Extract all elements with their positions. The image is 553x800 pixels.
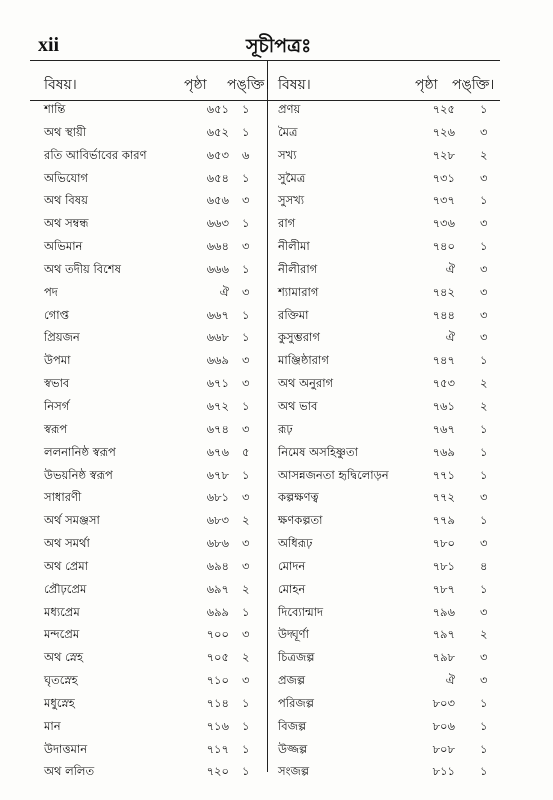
entry-subject: দিব্যোন্মাদ (278, 604, 324, 619)
entry-subject: অথ ভাব (278, 398, 318, 413)
entry-page: ৭০০ (206, 627, 229, 642)
entry-page: ঐ (445, 673, 455, 688)
entry-page: ৭৭২ (432, 490, 455, 505)
index-entry (38, 393, 263, 416)
index-entry (38, 96, 263, 119)
entry-line: ১ (242, 467, 250, 482)
index-entry (278, 576, 498, 599)
entry-page: ৭১৪ (206, 695, 229, 710)
index-entry (278, 302, 498, 325)
column-divider (267, 60, 268, 772)
entry-line: ১ (480, 581, 488, 596)
index-entry (38, 758, 263, 781)
entry-line: ৩ (242, 193, 250, 208)
entry-page: ৭৬৭ (432, 421, 455, 436)
entry-subject: অথ অনুরাগ (278, 376, 334, 391)
entry-page: ৭১৭ (206, 741, 229, 756)
index-entry (278, 324, 498, 347)
index-entry (278, 713, 498, 736)
entry-line: ১ (480, 764, 488, 779)
entry-page: ৬৫৩ (206, 147, 229, 162)
entry-subject: স্বরূপ (44, 421, 68, 436)
entry-page: ৬৭৬ (206, 444, 229, 459)
entry-page: ৮১১ (432, 764, 455, 779)
entry-line: ৩ (480, 330, 488, 345)
entry-subject: রক্তিমা (278, 307, 309, 322)
entry-subject: নিমেষ অসহিষ্ণুতা (278, 444, 358, 459)
entry-subject: অথ প্রেমা (44, 558, 89, 573)
entry-subject: অভিযোগ (44, 170, 88, 185)
entry-page: ৭৮৭ (432, 581, 455, 596)
entry-subject: স্বভাব (44, 376, 70, 391)
entry-page: ৮০৮ (432, 741, 455, 756)
entry-line: ৬ (242, 147, 250, 162)
entry-line: ৩ (480, 284, 488, 299)
entry-line: ১ (242, 741, 250, 756)
entry-page: ৭৩৬ (432, 216, 455, 231)
entry-line: ৩ (242, 353, 250, 368)
entry-subject: কুসুম্ভরাগ (278, 330, 320, 345)
entry-page: ৬৬৯ (206, 353, 229, 368)
index-entry (38, 347, 263, 370)
entry-page: ৭২৮ (432, 147, 455, 162)
index-entry (278, 644, 498, 667)
entry-line: ৩ (480, 604, 488, 619)
entry-page: ৬৭৮ (206, 467, 229, 482)
entry-subject: প্রৌঢ়প্রেম (44, 581, 87, 596)
entry-line: ৩ (480, 216, 488, 231)
entry-subject: নীলীরাগ (278, 261, 318, 276)
entry-subject: কল্পক্ষণত্ব (278, 490, 319, 505)
index-entry (278, 279, 498, 302)
entry-subject: উভয়নিষ্ঠ স্বরূপ (44, 467, 113, 482)
entry-subject: সংজল্প (278, 764, 310, 779)
entry-page: ৭৩১ (432, 170, 455, 185)
index-entry (278, 599, 498, 622)
entry-page: ৭০৫ (206, 650, 229, 665)
entry-page: ৭৪৪ (432, 307, 455, 322)
index-entry (38, 507, 263, 530)
index-entry (38, 210, 263, 233)
entry-subject: শান্তি (44, 102, 66, 116)
index-entry (278, 165, 498, 188)
entry-line: ৩ (480, 536, 488, 551)
entry-subject: অথ সমর্থা (44, 536, 90, 551)
entry-page: ৭৪৭ (432, 353, 455, 368)
index-entry (38, 667, 263, 690)
entry-line: ৪ (480, 558, 488, 573)
entry-line: ১ (480, 353, 488, 368)
entry-subject: অথ ললিত (44, 764, 95, 779)
entry-subject: ক্ষণকল্পতা (278, 513, 323, 528)
entry-line: ২ (480, 398, 488, 413)
entry-subject: অথ স্থায়ী (44, 124, 87, 139)
index-entry (278, 553, 498, 576)
index-entry (278, 233, 498, 256)
index-column-left (38, 64, 270, 781)
index-entry (278, 416, 498, 439)
entry-subject: মান (44, 718, 61, 733)
entry-line: ১ (242, 170, 250, 185)
entry-line: ২ (480, 627, 488, 642)
entry-subject: সুমৈত্র (278, 170, 306, 185)
entry-subject: মোদন (278, 558, 306, 573)
entry-subject: মন্দপ্রেম (44, 627, 80, 642)
index-entry (38, 187, 263, 210)
column-header (38, 64, 270, 96)
header-rule (30, 60, 500, 61)
page-number: xii (38, 34, 60, 56)
entry-line: ১ (242, 216, 250, 231)
index-entry (278, 393, 498, 416)
entry-subject: বিজল্প (278, 718, 307, 733)
entry-page: ৭৩৭ (432, 193, 455, 208)
index-entry (278, 667, 498, 690)
entry-subject: রূঢ় (278, 421, 293, 436)
entry-subject: সাধারণী (44, 490, 82, 505)
entry-subject: উদ্ঘূর্ণা (278, 627, 309, 642)
entry-line: ২ (242, 513, 250, 528)
entry-subject: চিত্রজল্প (278, 650, 315, 665)
entry-page: ৬৭৪ (206, 421, 229, 436)
entry-page: ৬৫১ (206, 102, 229, 116)
entry-page: ৭৯৭ (432, 627, 455, 642)
index-entry (278, 758, 498, 781)
entry-page: ৬৬৪ (206, 239, 229, 254)
header-subject: বিষয়। (44, 77, 77, 93)
entry-line: ২ (480, 147, 488, 162)
entry-page: ৬৫৬ (206, 193, 229, 208)
entry-page: ৭৯৬ (432, 604, 455, 619)
entry-line: ৩ (242, 376, 250, 391)
index-entry (38, 439, 263, 462)
entry-page: ৭২৫ (432, 102, 455, 116)
entry-subject: উজ্জল্প (278, 741, 308, 756)
index-entry (278, 530, 498, 553)
entry-line: ৩ (480, 261, 488, 276)
entry-subject: অথ সম্বন্ধ (44, 216, 89, 231)
entry-page: ৬৯৯ (206, 604, 229, 619)
entry-page: ৬৯৪ (206, 558, 229, 573)
entry-page: ৬৮৩ (206, 513, 229, 528)
entry-page: ৭১৬ (206, 718, 229, 733)
index-entry (278, 256, 498, 279)
entry-line: ১ (242, 764, 250, 779)
entry-page: ৭৮০ (432, 536, 455, 551)
entry-page: ৬৮৬ (206, 536, 229, 551)
entry-line: ১ (242, 102, 250, 116)
entry-line: ১ (480, 239, 488, 254)
entry-line: ১ (480, 513, 488, 528)
index-entry (38, 370, 263, 393)
entry-line: ২ (242, 581, 250, 596)
entry-page: ঐ (219, 284, 229, 299)
index-entry (38, 713, 263, 736)
entry-page: ৬৮১ (206, 490, 229, 505)
index-entry (278, 507, 498, 530)
index-entry (38, 142, 263, 165)
index-entry (278, 370, 498, 393)
index-entry (278, 119, 498, 142)
index-entry (38, 599, 263, 622)
index-entry (278, 484, 498, 507)
entry-subject: উদাত্তমান (44, 741, 88, 756)
entry-line: ৩ (480, 124, 488, 139)
index-entry (38, 279, 263, 302)
entry-page: ৮০৩ (432, 695, 455, 710)
entry-page: ৭৬৯ (432, 444, 455, 459)
entry-page: ৭৪০ (432, 239, 455, 254)
index-entry (38, 553, 263, 576)
index-entry (278, 142, 498, 165)
index-entry (38, 233, 263, 256)
entry-page: ৬৫২ (206, 124, 229, 139)
entry-line: ৩ (242, 284, 250, 299)
header-subject: বিষয়। (278, 77, 311, 93)
entry-subject: পদ (44, 284, 58, 299)
entry-line: ১ (480, 421, 488, 436)
entry-line: ৩ (242, 239, 250, 254)
entry-subject: মোহন (278, 581, 306, 596)
entry-subject: রতি আবির্ভাবের কারণ (44, 147, 147, 162)
entry-page: ঐ (445, 330, 455, 345)
entry-subject: মধুস্নেহ (44, 695, 75, 710)
entry-subject: মাঞ্জিষ্ঠারাগ (278, 353, 329, 368)
entry-page: ৭৬১ (432, 398, 455, 413)
index-entry (38, 484, 263, 507)
entry-page: ৭৭১ (432, 467, 455, 482)
entry-line: ১ (480, 741, 488, 756)
entry-line: ১ (480, 467, 488, 482)
index-entry (38, 690, 263, 713)
index-entry (278, 187, 498, 210)
index-entry (38, 324, 263, 347)
entry-line: ১ (242, 124, 250, 139)
entry-page: ঐ (445, 261, 455, 276)
index-entry (278, 347, 498, 370)
entry-page: ৭৯৮ (432, 650, 455, 665)
header-page: পৃষ্ঠা (415, 77, 438, 93)
entry-subject: প্রণয় (278, 102, 301, 116)
entry-subject: প্রজল্প (278, 673, 306, 688)
entry-subject: প্রিয়জন (44, 330, 80, 345)
entry-page: ৬৬৮ (206, 330, 229, 345)
entry-line: ২ (480, 376, 488, 391)
entry-line: ১ (242, 718, 250, 733)
header-line: পঙ্‌ক্তি। (227, 77, 270, 93)
index-entry (38, 644, 263, 667)
entry-line: ১ (242, 398, 250, 413)
entry-page: ৮০৬ (432, 718, 455, 733)
entry-line: ২ (242, 650, 250, 665)
entry-subject: অথ স্নেহ (44, 650, 84, 665)
entry-subject: সুসখ্য (278, 193, 305, 208)
entry-line: ১ (242, 261, 250, 276)
entry-subject: উপমা (44, 353, 71, 368)
entry-subject: অথ বিষয় (44, 193, 88, 208)
entry-page: ৬৫৪ (206, 170, 229, 185)
index-entry (278, 736, 498, 759)
entry-page: ৬৬৬ (206, 261, 229, 276)
entry-subject: অর্থ সমঞ্জসা (44, 513, 100, 528)
entry-line: ৩ (480, 490, 488, 505)
entry-line: ৩ (480, 650, 488, 665)
header-page: পৃষ্ঠা (184, 77, 207, 93)
entry-line: ৩ (242, 421, 250, 436)
index-entry (38, 256, 263, 279)
index-entry (38, 736, 263, 759)
page-title: সূচীপত্রঃ (246, 35, 312, 57)
entry-line: ৩ (480, 673, 488, 688)
entry-page: ৬৯৭ (206, 581, 229, 596)
entry-line: ৩ (242, 627, 250, 642)
column-header (278, 64, 498, 96)
entry-subject: নীলীমা (278, 239, 310, 254)
entry-subject: অধিরূঢ় (278, 536, 313, 551)
index-entry (38, 530, 263, 553)
entry-subject: অভিমান (44, 239, 83, 254)
entry-page: ৭৫৩ (432, 376, 455, 391)
entry-line: ১ (480, 102, 488, 116)
entry-subject: মধ্যপ্রেম (44, 604, 80, 619)
index-rows (38, 96, 263, 781)
entry-page: ৬৭১ (206, 376, 229, 391)
entry-line: ১ (480, 193, 488, 208)
entry-subject: ললনানিষ্ঠ স্বরূপ (44, 444, 116, 459)
entry-page: ৬৬৩ (206, 216, 229, 231)
entry-line: ৩ (242, 673, 250, 688)
index-entry (278, 621, 498, 644)
index-rows (278, 96, 498, 781)
entry-page: ৬৬৭ (206, 307, 229, 322)
entry-subject: আসন্নজনতা হৃদ্বিলোড়ন (278, 467, 389, 482)
entry-line: ১ (242, 604, 250, 619)
index-entry (278, 462, 498, 485)
entry-subject: অথ তদীয় বিশেষ (44, 261, 121, 276)
index-entry (38, 302, 263, 325)
entry-subject: পরিজল্প (278, 695, 314, 710)
entry-line: ৩ (480, 170, 488, 185)
index-entry (278, 96, 498, 119)
entry-page: ৬৭২ (206, 398, 229, 413)
entry-subject: নিসর্গ (44, 398, 70, 413)
entry-line: ৩ (480, 307, 488, 322)
entry-page: ৭২০ (206, 764, 229, 779)
entry-page: ৭৭৯ (432, 513, 455, 528)
index-entry (278, 690, 498, 713)
index-entry (38, 576, 263, 599)
entry-line: ১ (480, 718, 488, 733)
index-entry (38, 119, 263, 142)
entry-subject: মৈত্র (278, 124, 298, 139)
entry-line: ১ (480, 695, 488, 710)
index-column-right (278, 64, 498, 781)
entry-line: ১ (242, 330, 250, 345)
header-line: পঙ্‌ক্তি। (452, 77, 495, 93)
entry-subject: গোপ্ত (44, 307, 69, 322)
index-entry (278, 210, 498, 233)
index-entry (38, 165, 263, 188)
entry-line: ৩ (242, 536, 250, 551)
entry-line: ১ (242, 307, 250, 322)
index-entry (278, 439, 498, 462)
entry-page: ৭১০ (206, 673, 229, 688)
entry-page: ৭৪২ (432, 284, 455, 299)
entry-subject: ঘৃতস্নেহ (44, 673, 78, 688)
entry-subject: শ্যামারাগ (278, 284, 319, 299)
entry-line: ৩ (242, 558, 250, 573)
index-entry (38, 462, 263, 485)
index-entry (38, 416, 263, 439)
entry-page: ৭৮১ (432, 558, 455, 573)
entry-subject: সখ্য (278, 147, 297, 162)
entry-line: ১ (480, 444, 488, 459)
entry-line: ১ (242, 695, 250, 710)
entry-line: ৫ (242, 444, 250, 459)
entry-line: ৩ (242, 490, 250, 505)
index-entry (38, 621, 263, 644)
entry-subject: রাগ (278, 216, 296, 231)
entry-page: ৭২৬ (432, 124, 455, 139)
